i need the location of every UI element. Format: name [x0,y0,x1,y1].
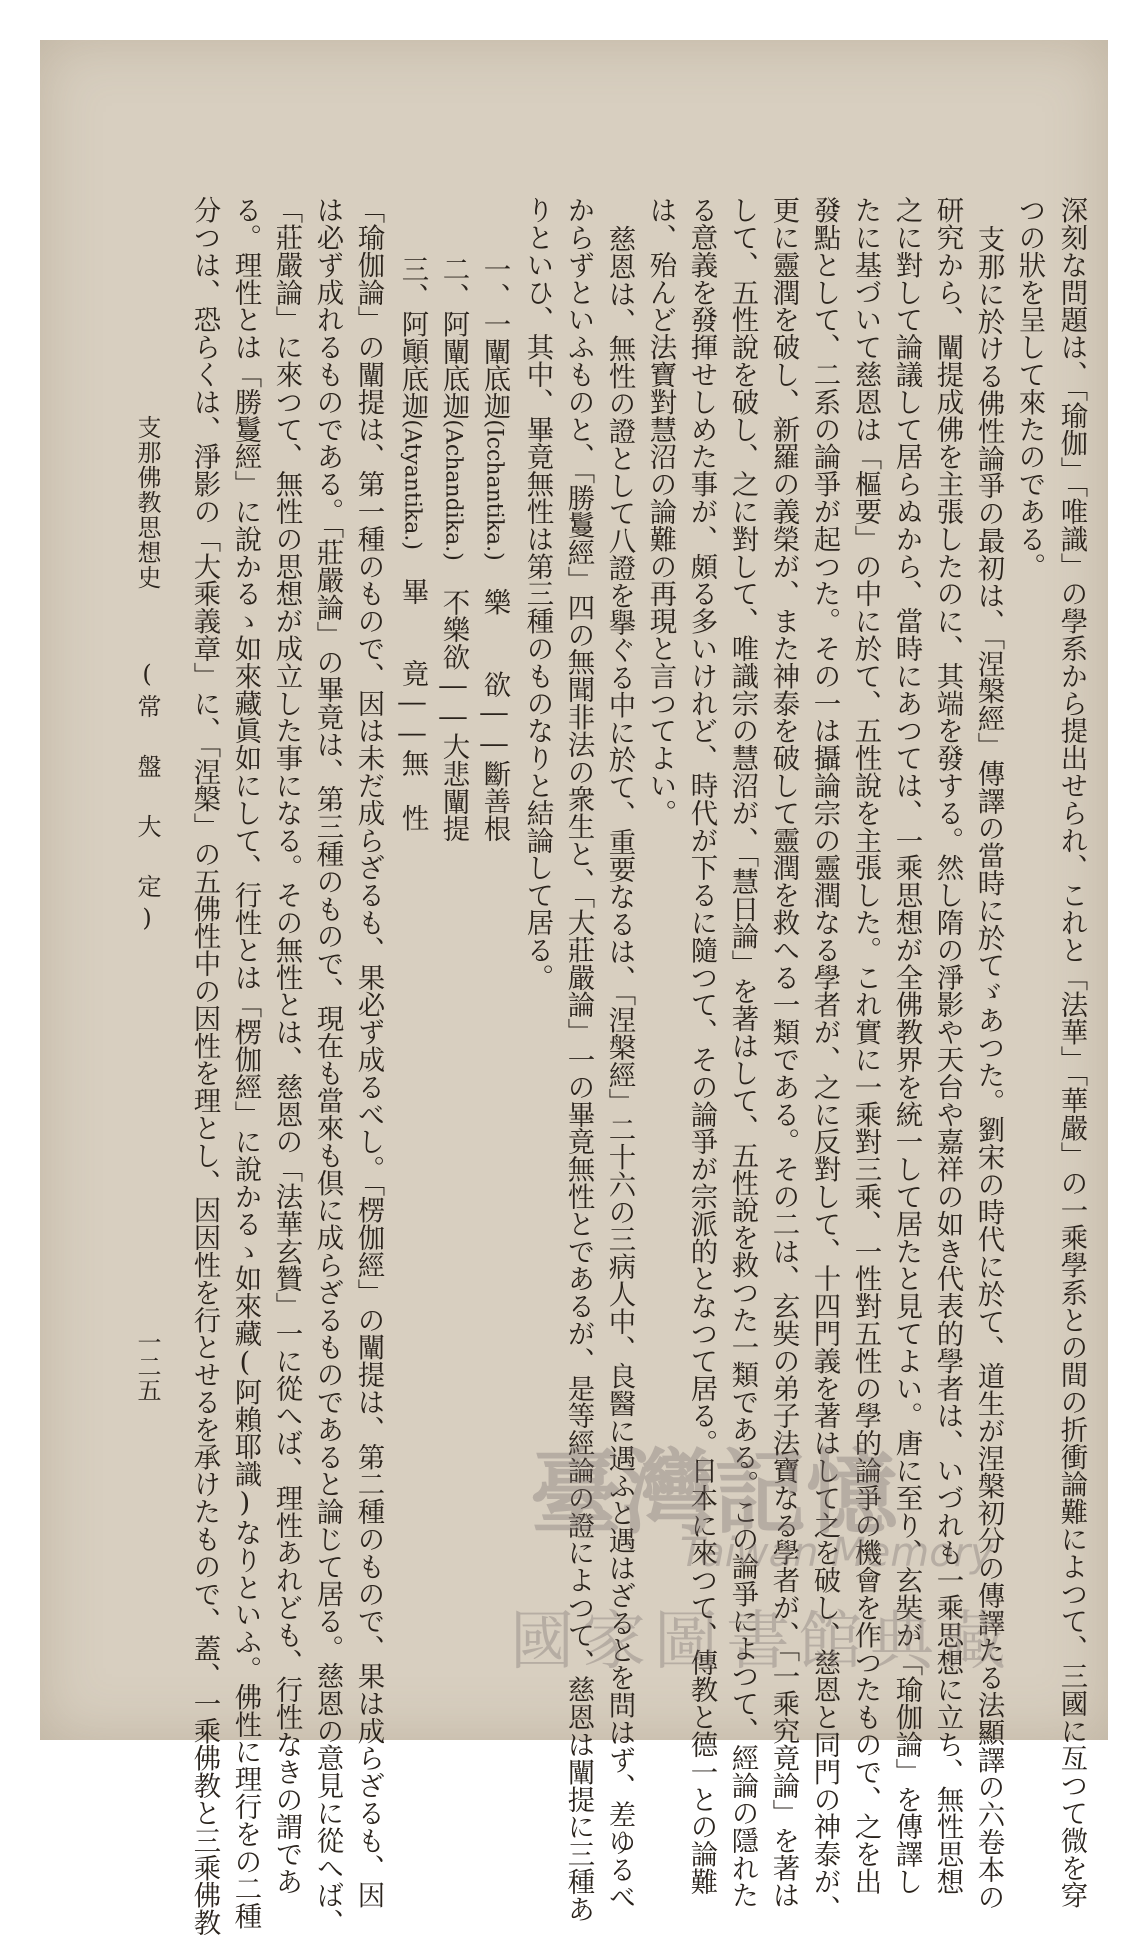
list-item-latin: (Icchantika.) [481,419,507,561]
text-column: 發點として、二系の論爭が起つた。その一は攝論宗の靈潤なる學者が、之に反對して、十四門義を著はして之を破し、慈恩と同門の神泰が、 [808,196,840,1923]
list-item-definition: 不樂欲――大悲闡提 [437,588,469,843]
text-column: 「莊嚴論」に來つて、無性の思想が成立した事になる。その無性とは、慈恩の「法華玄贊」一に從へば、理性あれども、行性なきの謂であ [270,196,302,1895]
list-item-number: 三、阿顚底迦 [396,255,428,420]
text-column: つの狀を呈して來たのである。 [1013,196,1045,580]
list-item-number: 一、一闡底迦 [478,255,510,420]
list-item [396,255,428,832]
text-column: る。理性とは「勝鬘經」に說かるゝ如來藏眞如にして、行性とは「楞伽經」に說かるゝ如來藏(阿賴耶識)なりといふ。佛性に理行をの二種 [229,196,261,1930]
book-page [40,40,1108,1936]
text-column: からずといふものと、「勝鬘經」四の無聞非法の衆生と、「大莊嚴論」一の畢竟無性とであるが、是等經論の證によつて、慈恩は闡提に三種あ [562,196,594,1923]
text-column: は、殆んど法寶對慧沼の論難の再現と言つてよい。 [644,196,676,827]
page-number: 一二五 [133,1330,161,1402]
text-column: る意義を發揮せしめた事が、頗る多いけれど、時代が下るに隨つて、その論爭が宗派的となつて居る。日本に來つて、傳教と德一との論難 [685,196,717,1895]
list-item [437,255,469,843]
watermark-library: 國家圖書館典藏 [510,1605,1014,1679]
text-column: 「瑜伽論」の闡提は、第一種のもので、因は未だ成らざるも、果必ず成るべし。「楞伽經」の闡提は、第二種のもので、果は成らざるも、因 [352,196,384,1909]
list-item-latin: (Atyantika.) [399,419,425,550]
text-column: 之に對して論議して居らぬから、當時にあつては、一乘思想が全佛教界を統一して居たと見てよい。唐に至り、玄奘が「瑜伽論」を傳譯し [890,196,922,1895]
text-column: 研究から、闡提成佛を主張したのに、其端を發する。然し隋の淨影や天台や嘉祥の如き代表的學者は、いづれも一乘思想に立ち、無性思想 [931,196,963,1895]
text-column: 慈恩は、無性の證として八證を擧ぐる中に於て、重要なるは、「涅槃經」二十六の三病人中、良醫に遇ふと遇はざるとを問はず、差ゆるべ [603,225,635,1911]
list-item-latin: (Achandika.) [440,419,466,561]
text-column: 深刻な問題は、「瑜伽」「唯識」の學系から提出せられ、これと「法華」「華嚴」の一乘學系との間の折衝論難によつて、三國に亙つて微を穿 [1055,196,1087,1909]
list-item-definition: 樂 欲――斷善根 [478,588,510,842]
list-item-definition: 畢 竟――無 性 [396,577,428,832]
text-column: たに基づいて慈恩は「樞要」の中に於て、五性說を主張した。これ實に一乘對三乘、一性對五性の學的論爭の機會を作つたもので、之を出 [849,196,881,1895]
text-column: は必ず成れるものである。「莊嚴論」の畢竟は、第三種のもので、現在も當來も倶に成らざるものであると論じて居る。慈恩の意見に從へば、 [311,196,343,1936]
text-column: りといひ、其中、畢竟無性は第三種のものなりと結論して居る。 [521,196,553,991]
text-column: して、五性說を破し、之に對して、唯識宗の慧沼が、「慧日論」を著はして、五性說を救つた一類である。この論爭によつて、經論の隱れた [726,196,758,1909]
list-item [478,255,510,842]
text-column: 支那に於ける佛性論爭の最初は、「涅槃經」傳譯の當時に於てゞあつた。劉宋の時代に於て、道生が涅槃初分の傳譯たる法顯譯の六卷本の [972,225,1004,1911]
text-column: 更に靈潤を破し、新羅の義榮が、また神泰を破して靈潤を救へる一類である。その二は、玄奘の弟子法寶なる學者が、「一乘究竟論」を著は [767,196,799,1909]
watermark-title: 臺灣記憶 [530,1440,899,1547]
author-name: (常 盤 大 定) [133,660,161,938]
watermark-english: Taiwan Memory [680,1530,994,1576]
book-title: 支那佛教思想史 [133,415,161,590]
text-column: 分つは、恐らくは、淨影の「大乘義章」に、「涅槃」の五佛性中の因性を理とし、因因性を行とせるを承けたもので、蓋、一乘佛教と三乘佛教 [188,196,220,1936]
list-item-number: 二、阿闡底迦 [437,255,469,420]
library-watermark [510,1420,1030,1680]
